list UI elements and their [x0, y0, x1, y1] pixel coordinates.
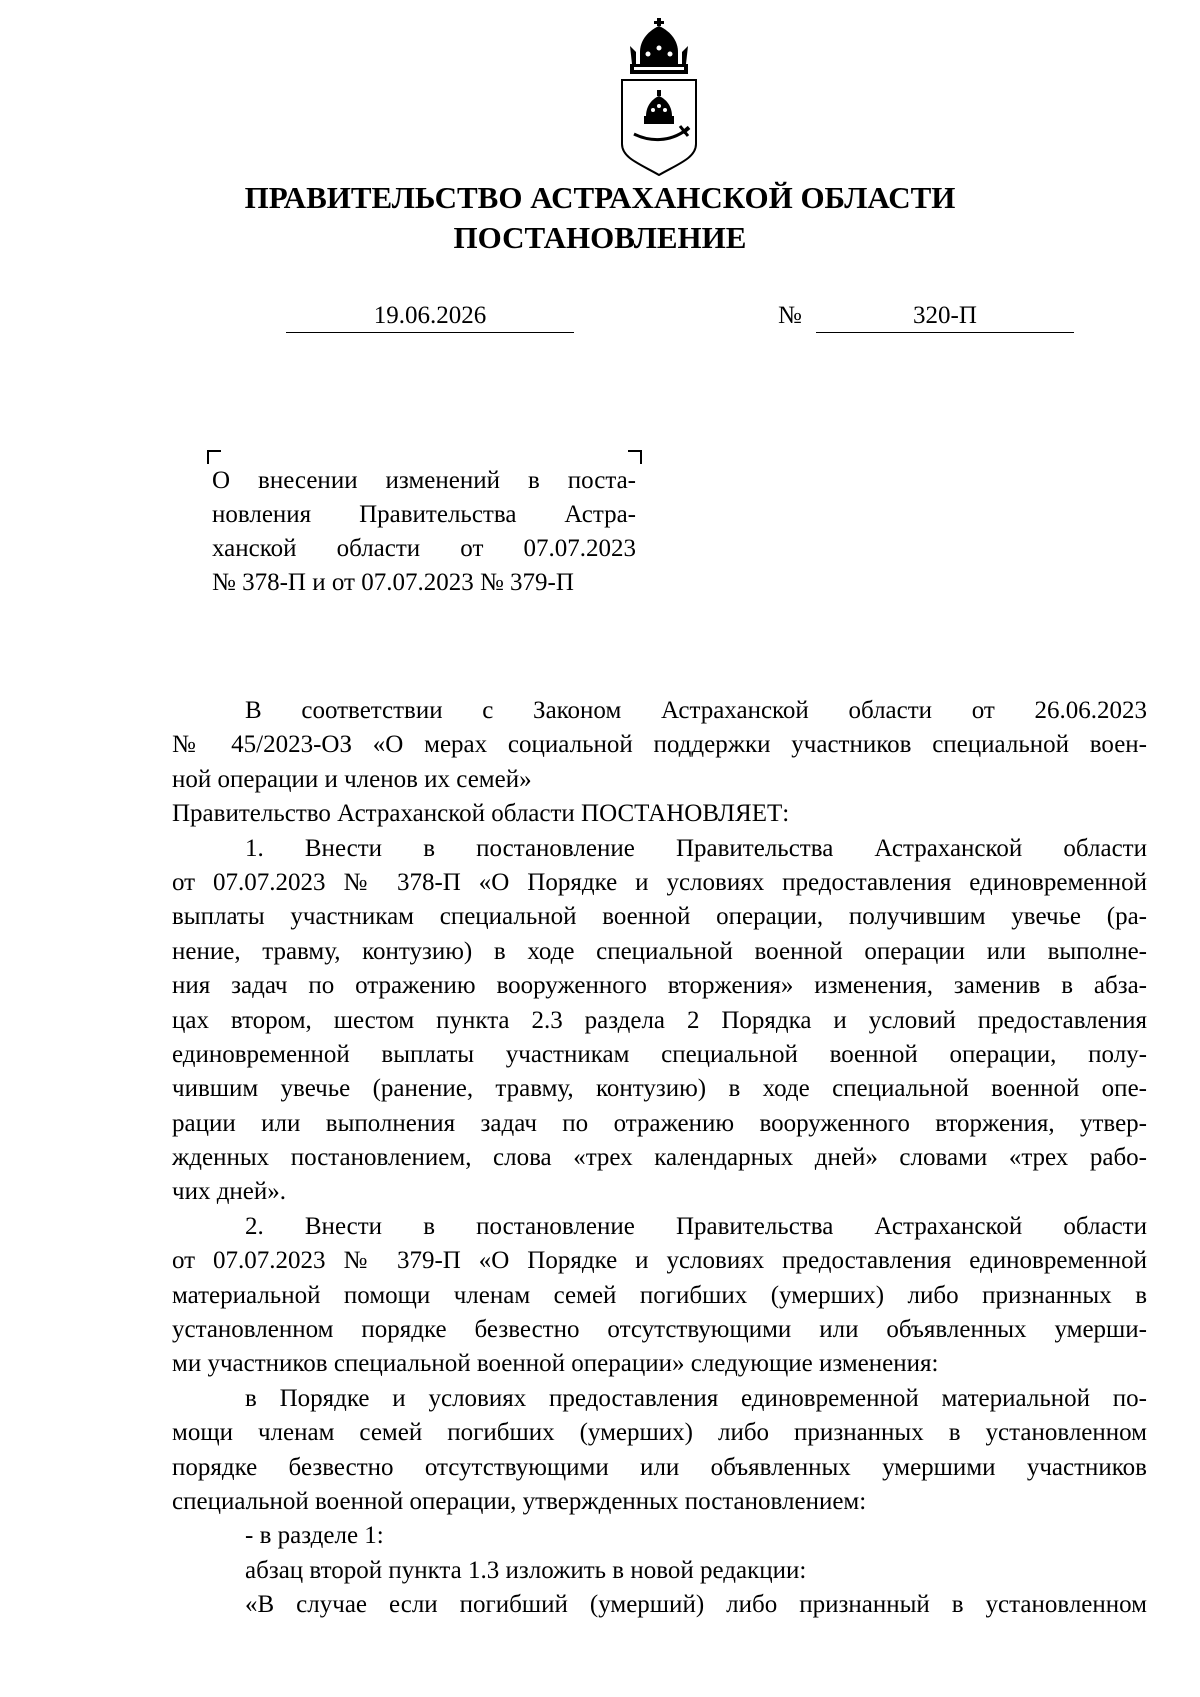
subject-corner-right	[628, 450, 642, 464]
body-line: чившим увечье (ранение, травму, контузию) в ходе специальной военной опе-	[172, 1075, 1147, 1103]
body-line: - в разделе 1:	[245, 1522, 384, 1550]
subject-line: О внесении изменений в поста-	[212, 467, 636, 494]
organization-name: ПРАВИТЕЛЬСТВО АСТРАХАНСКОЙ ОБЛАСТИ	[244, 180, 956, 215]
body-line: В соответствии с Законом Астраханской области от 26.06.2023	[245, 697, 1147, 724]
number-sign: №	[778, 302, 802, 329]
subject-line: № 378-П и от 07.07.2023 № 379-П	[212, 569, 574, 596]
body-line: № 45/2023-ОЗ «О мерах социальной поддержки участников специальной воен-	[172, 731, 1147, 759]
body-line: 1. Внести в постановление Правительства Астраханской области	[245, 834, 1147, 862]
body-line: порядке безвестно отсутствующими или объявленных умершими участников	[172, 1453, 1147, 1481]
body-line: в Порядке и условиях предоставления единовременной материальной по-	[245, 1384, 1147, 1412]
body-line: жденных постановлением, слова «трех календарных дней» словами «трех рабо-	[172, 1144, 1147, 1172]
body-line: «В случае если погибший (умерший) либо признанный в установленном	[245, 1591, 1147, 1619]
coat-of-arms-icon	[616, 18, 702, 176]
body-line: установленном порядке безвестно отсутствующими или объявленных умерши-	[172, 1316, 1147, 1344]
body-line: мощи членам семей погибших (умерших) либо признанных в установленном	[172, 1419, 1147, 1447]
document-date: 19.06.2026	[286, 300, 574, 333]
body-line: ной операции и членов их семей»	[172, 765, 532, 793]
body-line: от 07.07.2023 № 379-П «О Порядке и условиях предоставления единовременной	[172, 1247, 1147, 1275]
document-type: ПОСТАНОВЛЕНИЕ	[453, 220, 747, 255]
subject-corner-left	[207, 450, 221, 464]
body-line: выплаты участникам специальной военной операции, получившим увечье (ра-	[172, 903, 1147, 931]
body-line: специальной военной операции, утвержденных постановлением:	[172, 1487, 867, 1515]
body-line: материальной помощи членам семей погибших (умерших) либо признанных в	[172, 1281, 1147, 1309]
document-number: 320-П	[816, 300, 1074, 333]
body-line: цах втором, шестом пункта 2.3 раздела 2 Порядка и условий предоставления	[172, 1006, 1147, 1034]
document-subject	[212, 464, 636, 600]
body-line: чих дней».	[172, 1178, 287, 1206]
body-line: от 07.07.2023 № 378-П «О Порядке и условиях предоставления единовременной	[172, 868, 1147, 896]
body-line: абзац второй пункта 1.3 изложить в новой редакции:	[245, 1556, 807, 1584]
subject-line: новления Правительства Астра-	[212, 501, 636, 528]
body-line: единовременной выплаты участникам специальной военной операции, полу-	[172, 1040, 1147, 1068]
body-line: ния задач по отражению вооруженного вторжения» изменения, заменив в абза-	[172, 972, 1147, 1000]
document-body	[172, 694, 1147, 1623]
body-line: 2. Внести в постановление Правительства Астраханской области	[245, 1212, 1147, 1240]
body-line: нение, травму, контузию) в ходе специальной военной операции или выполне-	[172, 937, 1147, 965]
subject-line: ханской области от 07.07.2023	[212, 535, 636, 562]
body-line: рации или выполнения задач по отражению вооруженного вторжения, утвер-	[172, 1109, 1147, 1137]
body-line: ми участников специальной военной операции» следующие изменения:	[172, 1350, 939, 1378]
body-line: Правительство Астраханской области ПОСТАНОВЛЯЕТ:	[172, 800, 790, 828]
